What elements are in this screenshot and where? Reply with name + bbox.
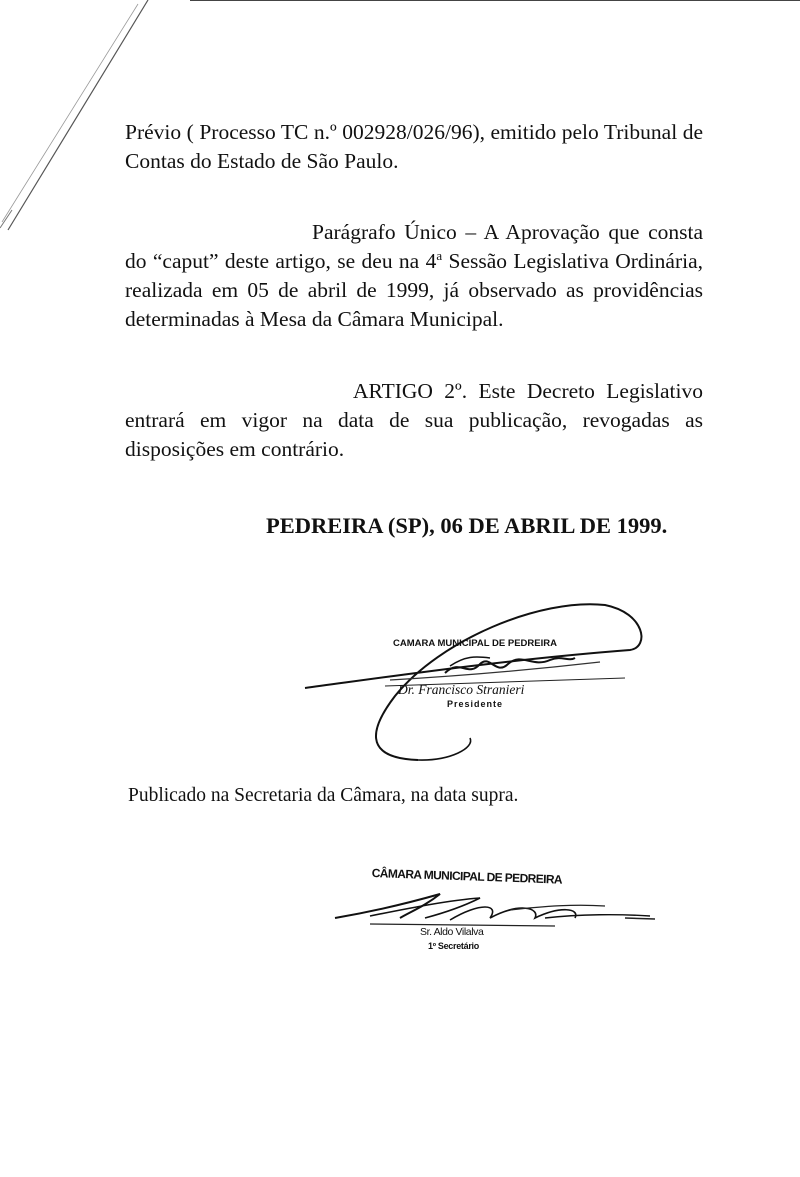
ordinal-superscript: a bbox=[436, 247, 443, 263]
paragraph-unico-text-a: Parágrafo Único – A Aprovação que consta do “caput” deste artigo, se deu na 4 bbox=[125, 220, 703, 273]
handwritten-signature-2 bbox=[330, 888, 670, 948]
paragraph-previo-text: Prévio ( Processo TC n.º 002928/026/96), emitido pelo Tribunal de Contas do Estado de São Paulo. bbox=[125, 120, 703, 173]
date-line: PEDREIRA (SP), 06 DE ABRIL DE 1999. bbox=[266, 513, 668, 538]
signatory-name-2: Sr. Aldo Vilalva bbox=[420, 926, 484, 938]
stamp-header-1: CAMARA MUNICIPAL DE PEDREIRA bbox=[393, 638, 557, 649]
stamp-header-2: CÂMARA MUNICIPAL DE PEDREIRA bbox=[371, 866, 563, 887]
signatory-title-1: Presidente bbox=[447, 699, 504, 709]
paragraph-unico-text-b: Sessão Legislativa Ordinária, realizada em 05 de abril de 1999, já observado as providências determinadas à Mesa da Câmara Municipal. bbox=[125, 249, 703, 331]
signatory-name-1: Dr. Francisco Stranieri bbox=[398, 682, 525, 697]
publication-note: Publicado na Secretaria da Câmara, na data supra. bbox=[128, 785, 519, 806]
paragraph-unico bbox=[125, 218, 703, 334]
paragraph-previo bbox=[125, 118, 703, 176]
signatory-title-2: 1º Secretário bbox=[428, 941, 479, 951]
paragraph-artigo-2-text: ARTIGO 2º. Este Decreto Legislativo entrará em vigor na data de sua publicação, revogadas as disposições em contrário. bbox=[125, 379, 703, 461]
paragraph-artigo-2 bbox=[125, 377, 703, 464]
